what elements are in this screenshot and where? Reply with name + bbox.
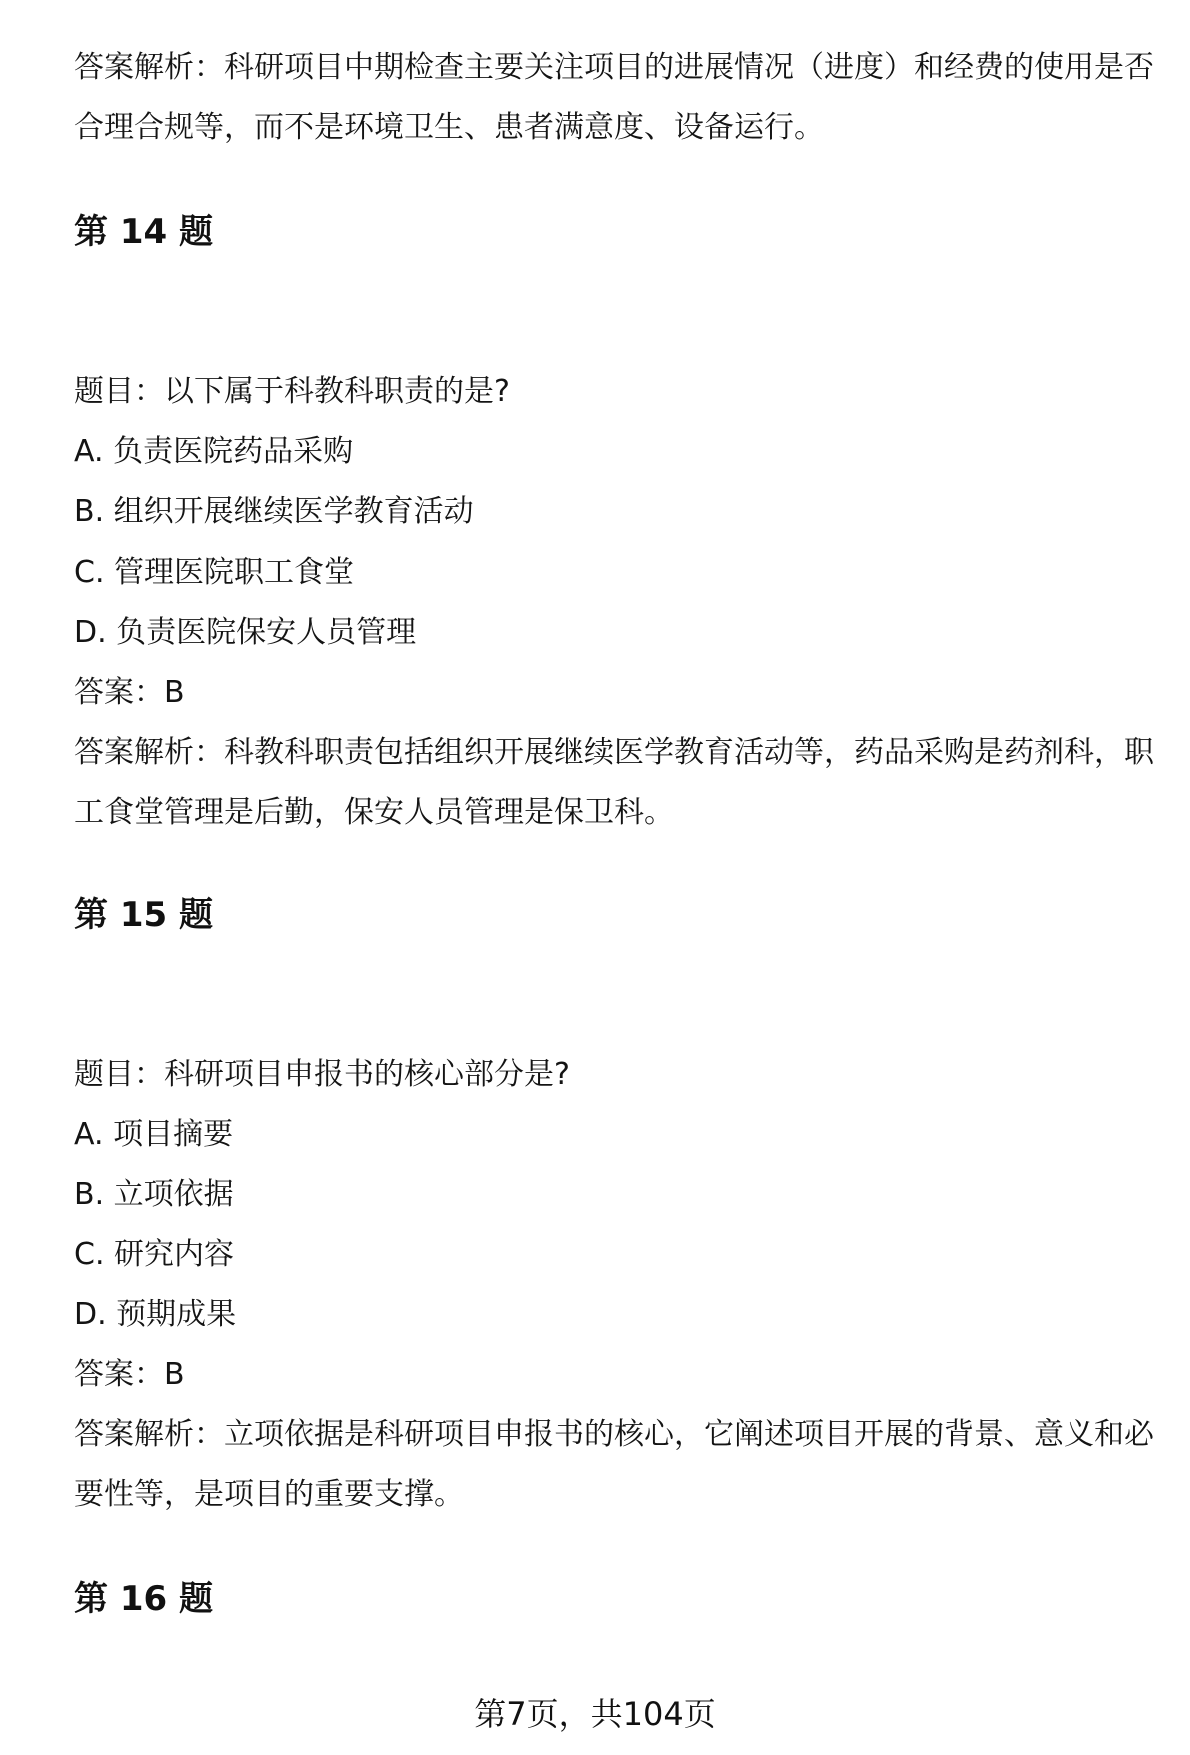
answer-analysis-line: 要性等，是项目的重要支撑。 [74,1477,464,1512]
option-b: B. 组织开展继续医学教育活动 [74,494,474,529]
question-heading: 第 15 题 [74,895,213,935]
option-a: A. 负责医院药品采购 [74,434,354,469]
answer-analysis-line: 答案解析：立项依据是科研项目申报书的核心，它阐述项目开展的背景、意义和必 [74,1417,1154,1452]
option-a: A. 项目摘要 [74,1117,234,1152]
answer-analysis-line: 工食堂管理是后勤，保安人员管理是保卫科。 [74,795,674,830]
answer-text: 答案：B [74,675,185,710]
question-heading: 第 16 题 [74,1579,213,1619]
answer-text: 答案：B [74,1357,185,1392]
question-text: 题目：科研项目申报书的核心部分是? [74,1057,570,1092]
answer-analysis-line: 答案解析：科教科职责包括组织开展继续医学教育活动等，药品采购是药剂科，职 [74,735,1154,770]
answer-analysis-line: 答案解析：科研项目中期检查主要关注项目的进展情况（进度）和经费的使用是否 [74,50,1154,85]
option-c: C. 研究内容 [74,1237,235,1272]
option-b: B. 立项依据 [74,1177,234,1212]
question-text: 题目：以下属于科教科职责的是? [74,374,510,409]
option-d: D. 预期成果 [74,1297,237,1332]
page-number: 第7页，共104页 [474,1695,716,1733]
answer-analysis-line: 合理合规等，而不是环境卫生、患者满意度、设备运行。 [74,110,824,145]
option-c: C. 管理医院职工食堂 [74,555,355,590]
question-heading: 第 14 题 [74,212,213,252]
option-d: D. 负责医院保安人员管理 [74,615,417,650]
